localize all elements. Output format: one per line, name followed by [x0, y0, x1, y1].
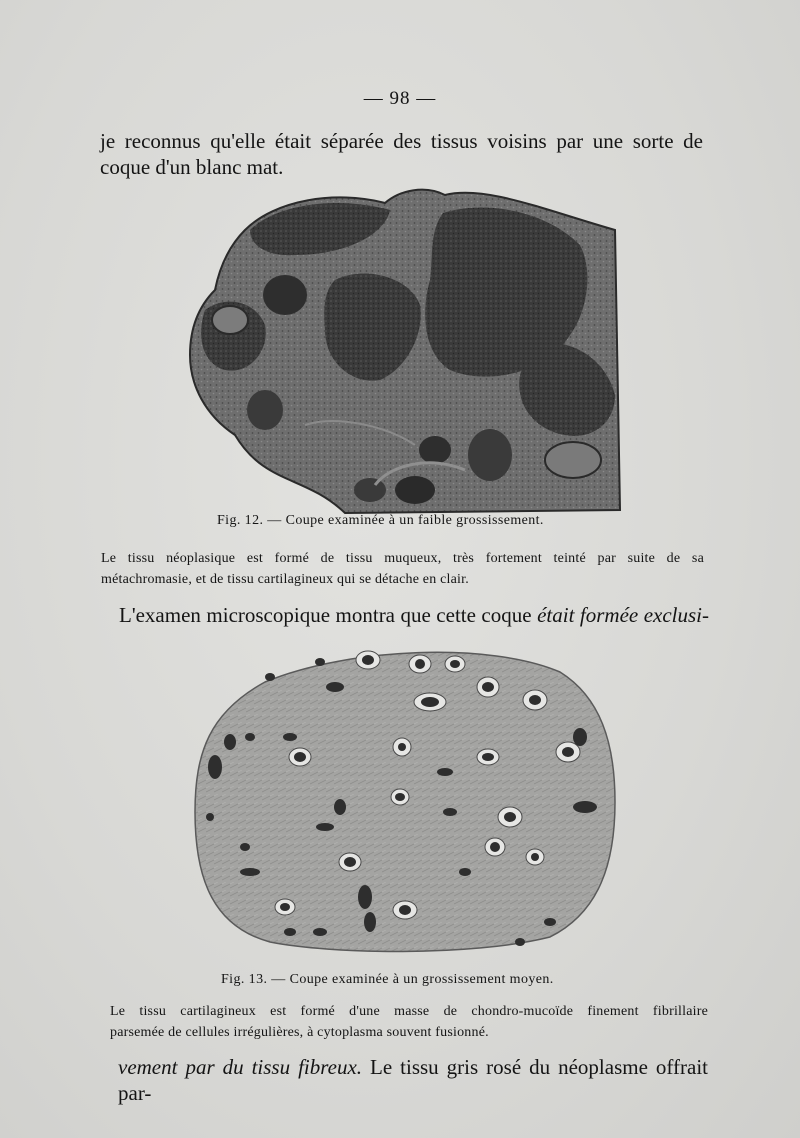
- figure-12-caption-line-1: Le tissu néoplasique est formé de tissu muqueux, très fortement teinté par suite de sa: [101, 551, 704, 566]
- paragraph-1-line-2: coque d'un blanc mat.: [100, 155, 284, 179]
- figure-13-caption: [110, 1001, 708, 1043]
- figure-13-caption-line-1: Le tissu cartilagineux est formé d'une masse de chondro-mucoïde finement fibrillaire: [110, 1004, 708, 1019]
- paragraph-2-italic: était formée exclusi-: [537, 603, 709, 627]
- paragraph-2: [119, 602, 709, 628]
- paragraph-3: [118, 1054, 708, 1106]
- paragraph-2-text: L'examen microscopique montra que cette coque: [119, 603, 538, 627]
- figure-13-heading: — Coupe examinée à un grossissement moyen.: [271, 972, 554, 987]
- figure-12-caption-line-2: métachromasie, et de tissu cartilagineux qui se détache en clair.: [101, 572, 469, 587]
- figure-13-caption-line-2: parsemée de cellules irrégulières, à cytoplasma souvent fusionné.: [110, 1025, 489, 1040]
- figure-12-heading: — Coupe examinée à un faible grossissement.: [267, 513, 544, 528]
- figure-12-label: Fig. 12.: [217, 513, 264, 528]
- figure-13-title: [221, 972, 554, 988]
- figure-12-title: [217, 513, 544, 529]
- figure-13-illustration: [190, 642, 620, 957]
- page-number: — 98 —: [363, 88, 437, 109]
- figure-13-label: Fig. 13.: [221, 972, 268, 987]
- paragraph-1: [100, 128, 703, 180]
- paragraph-3-text: Le tissu gris rosé du néoplasme offrait par-: [118, 1055, 708, 1105]
- paragraph-3-italic: vement par du tissu fibreux.: [118, 1055, 363, 1079]
- paragraph-1-line-1: je reconnus qu'elle était séparée des tissus voisins par une sorte de: [100, 129, 703, 153]
- figure-12-illustration: [185, 185, 625, 515]
- figure-12-caption: [101, 548, 704, 590]
